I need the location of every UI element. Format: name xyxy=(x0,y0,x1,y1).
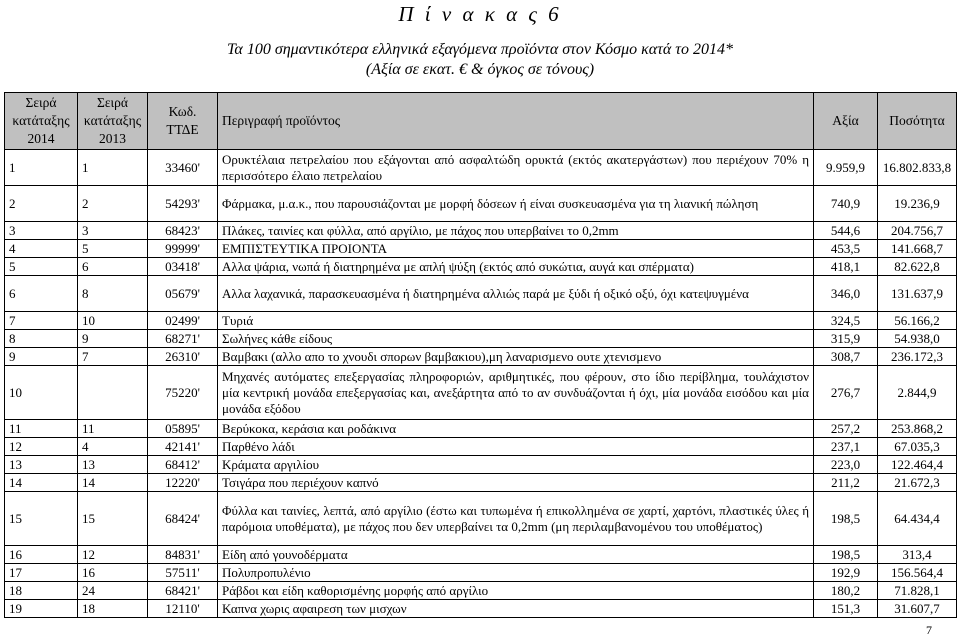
cell-quantity: 313,4 xyxy=(878,546,957,564)
cell-quantity: 16.802.833,8 xyxy=(878,150,957,186)
table-row xyxy=(5,366,957,420)
cell-rank-2013: 15 xyxy=(78,492,148,546)
table-row xyxy=(5,186,957,222)
cell-code: 33460' xyxy=(148,150,218,186)
cell-rank-2013: 12 xyxy=(78,546,148,564)
table-row xyxy=(5,276,957,312)
cell-rank-2014: 12 xyxy=(5,438,78,456)
cell-description: Ορυκτέλαια πετρελαίου που εξάγονται από ασφαλτώδη ορυκτά (εκτός ακατεργάστων) που περιέχουν 70% η περισσότερο έλαιο πετρελαίου xyxy=(218,150,814,186)
cell-quantity: 71.828,1 xyxy=(878,582,957,600)
cell-rank-2014: 4 xyxy=(5,240,78,258)
table-title: Π ί ν α κ α ς 6 xyxy=(398,2,562,26)
cell-rank-2013: 5 xyxy=(78,240,148,258)
cell-code: 12110' xyxy=(148,600,218,618)
cell-description: Βαμβακι (αλλο απο το χνουδι σπορων βαμβακιου),μη λαναρισμενο ουτε χτενισμενο xyxy=(218,348,814,366)
cell-rank-2014: 13 xyxy=(5,456,78,474)
cell-rank-2014: 17 xyxy=(5,564,78,582)
cell-value: 223,0 xyxy=(814,456,878,474)
cell-quantity: 19.236,9 xyxy=(878,186,957,222)
cell-rank-2014: 9 xyxy=(5,348,78,366)
table-header-row xyxy=(5,93,957,150)
table-row xyxy=(5,240,957,258)
cell-rank-2013: 8 xyxy=(78,276,148,312)
cell-value: 315,9 xyxy=(814,330,878,348)
cell-rank-2014: 14 xyxy=(5,474,78,492)
cell-description: Φάρμακα, μ.α.κ., που παρουσιάζονται με μορφή δόσεων ή είναι συσκευασμένα για τη λιανική πώληση xyxy=(218,186,814,222)
cell-rank-2014: 2 xyxy=(5,186,78,222)
cell-value: 151,3 xyxy=(814,600,878,618)
cell-quantity: 67.035,3 xyxy=(878,438,957,456)
cell-description: Αλλα λαχανικά, παρασκευασμένα ή διατηρημένα αλλιώς παρά με ξύδι ή οξικό οξύ, όχι κατεψυγμένα xyxy=(218,276,814,312)
cell-quantity: 131.637,9 xyxy=(878,276,957,312)
header-value: Αξία xyxy=(814,93,878,150)
cell-quantity: 236.172,3 xyxy=(878,348,957,366)
cell-quantity: 56.166,2 xyxy=(878,312,957,330)
cell-rank-2014: 15 xyxy=(5,492,78,546)
cell-description: Ράβδοι και είδη καθορισμένης μορφής από αργίλιο xyxy=(218,582,814,600)
cell-rank-2014: 3 xyxy=(5,222,78,240)
cell-code: 05895' xyxy=(148,420,218,438)
cell-code: 57511' xyxy=(148,564,218,582)
table-row xyxy=(5,600,957,618)
cell-value: 180,2 xyxy=(814,582,878,600)
table-row xyxy=(5,312,957,330)
cell-rank-2014: 19 xyxy=(5,600,78,618)
cell-quantity: 253.868,2 xyxy=(878,420,957,438)
table-row xyxy=(5,348,957,366)
cell-rank-2013: 9 xyxy=(78,330,148,348)
cell-value: 237,1 xyxy=(814,438,878,456)
cell-rank-2013: 14 xyxy=(78,474,148,492)
table-row xyxy=(5,420,957,438)
cell-value: 211,2 xyxy=(814,474,878,492)
table-row xyxy=(5,222,957,240)
cell-code: 03418' xyxy=(148,258,218,276)
cell-value: 198,5 xyxy=(814,492,878,546)
cell-description: Βερύκοκα, κεράσια και ροδάκινα xyxy=(218,420,814,438)
table-subtitle xyxy=(0,40,960,80)
table-body xyxy=(5,150,957,618)
cell-rank-2014: 10 xyxy=(5,366,78,420)
cell-value: 346,0 xyxy=(814,276,878,312)
table-row xyxy=(5,582,957,600)
cell-quantity: 156.564,4 xyxy=(878,564,957,582)
table-row xyxy=(5,492,957,546)
table-row xyxy=(5,258,957,276)
cell-value: 192,9 xyxy=(814,564,878,582)
header-code: Κωδ. ΤΤΔΕ xyxy=(148,93,218,150)
table-row xyxy=(5,474,957,492)
cell-rank-2013: 7 xyxy=(78,348,148,366)
cell-description: ΕΜΠΙΣΤΕΥΤΙΚΑ ΠΡΟΙΟΝΤΑ xyxy=(218,240,814,258)
cell-rank-2013: 6 xyxy=(78,258,148,276)
cell-code: 99999' xyxy=(148,240,218,258)
cell-value: 544,6 xyxy=(814,222,878,240)
header-rank-2014: Σειρά κατάταξης 2014 xyxy=(5,93,78,150)
cell-rank-2014: 6 xyxy=(5,276,78,312)
cell-quantity: 122.464,4 xyxy=(878,456,957,474)
cell-description: Πολυπροπυλένιο xyxy=(218,564,814,582)
cell-value: 276,7 xyxy=(814,366,878,420)
cell-code: 54293' xyxy=(148,186,218,222)
cell-value: 308,7 xyxy=(814,348,878,366)
cell-value: 324,5 xyxy=(814,312,878,330)
cell-rank-2014: 7 xyxy=(5,312,78,330)
cell-value: 453,5 xyxy=(814,240,878,258)
cell-description: Τσιγάρα που περιέχουν καπνό xyxy=(218,474,814,492)
cell-code: 05679' xyxy=(148,276,218,312)
cell-code: 84831' xyxy=(148,546,218,564)
cell-code: 75220' xyxy=(148,366,218,420)
page-number: 7 xyxy=(926,623,932,637)
cell-quantity: 21.672,3 xyxy=(878,474,957,492)
cell-code: 42141' xyxy=(148,438,218,456)
cell-value: 740,9 xyxy=(814,186,878,222)
cell-description: Φύλλα και ταινίες, λεπτά, από αργίλιο (έστω και τυπωμένα ή επικολλημένα σε χαρτί, χαρτόνι, πλαστικές ύλες ή παρόμοια υποθέματα), με πάχος που δεν υπερβαίνει τα 0,2mm (μη περιλαμβανομένου του υποθέματος) xyxy=(218,492,814,546)
cell-rank-2013: 2 xyxy=(78,186,148,222)
header-rank-2013: Σειρά κατάταξης 2013 xyxy=(78,93,148,150)
cell-quantity: 31.607,7 xyxy=(878,600,957,618)
cell-quantity: 2.844,9 xyxy=(878,366,957,420)
cell-rank-2013: 4 xyxy=(78,438,148,456)
cell-code: 02499' xyxy=(148,312,218,330)
cell-value: 418,1 xyxy=(814,258,878,276)
cell-rank-2013: 16 xyxy=(78,564,148,582)
cell-rank-2013: 13 xyxy=(78,456,148,474)
cell-description: Αλλα ψάρια, νωπά ή διατηρημένα με απλή ψύξη (εκτός από συκώτια, αυγά και σπέρματα) xyxy=(218,258,814,276)
cell-rank-2013: 11 xyxy=(78,420,148,438)
cell-quantity: 141.668,7 xyxy=(878,240,957,258)
cell-rank-2014: 5 xyxy=(5,258,78,276)
exports-table xyxy=(4,92,957,618)
table-row xyxy=(5,330,957,348)
cell-description: Σωλήνες κάθε είδους xyxy=(218,330,814,348)
cell-code: 12220' xyxy=(148,474,218,492)
cell-rank-2013: 10 xyxy=(78,312,148,330)
subtitle-line-2: (Αξία σε εκατ. € & όγκος σε τόνους) xyxy=(365,61,595,78)
cell-description: Είδη από γουνοδέρματα xyxy=(218,546,814,564)
table-row xyxy=(5,438,957,456)
cell-rank-2014: 16 xyxy=(5,546,78,564)
cell-code: 68271' xyxy=(148,330,218,348)
cell-rank-2013: 3 xyxy=(78,222,148,240)
header-quantity: Ποσότητα xyxy=(878,93,957,150)
cell-code: 68424' xyxy=(148,492,218,546)
table-row xyxy=(5,564,957,582)
cell-quantity: 204.756,7 xyxy=(878,222,957,240)
cell-rank-2014: 11 xyxy=(5,420,78,438)
cell-value: 198,5 xyxy=(814,546,878,564)
cell-rank-2013: 24 xyxy=(78,582,148,600)
table-row xyxy=(5,456,957,474)
cell-rank-2013: 1 xyxy=(78,150,148,186)
cell-description: Τυριά xyxy=(218,312,814,330)
cell-description: Κράματα αργιλίου xyxy=(218,456,814,474)
cell-rank-2014: 8 xyxy=(5,330,78,348)
cell-quantity: 54.938,0 xyxy=(878,330,957,348)
cell-rank-2014: 18 xyxy=(5,582,78,600)
cell-value: 257,2 xyxy=(814,420,878,438)
subtitle-line-1: Τα 100 σημαντικότερα ελληνικά εξαγόμενα προϊόντα στον Κόσμο κατά το 2014* xyxy=(226,41,734,58)
cell-quantity: 82.622,8 xyxy=(878,258,957,276)
cell-rank-2013 xyxy=(78,366,148,420)
cell-quantity: 64.434,4 xyxy=(878,492,957,546)
cell-rank-2013: 18 xyxy=(78,600,148,618)
cell-description: Μηχανές αυτόματες επεξεργασίας πληροφοριών, αριθμητικές, που φέρουν, στο ίδιο περίβλημα, τουλάχιστον μία κεντρική μονάδα επεξεργασίας και, ανεξάρτητα από το αν συνδυάζονται ή όχι, μία μονάδα εισόδου και μία μονάδα εξόδου xyxy=(218,366,814,420)
cell-rank-2014: 1 xyxy=(5,150,78,186)
cell-code: 68423' xyxy=(148,222,218,240)
table-row xyxy=(5,150,957,186)
table-row xyxy=(5,546,957,564)
cell-description: Καπνα χωρις αφαιρεση των μισχων xyxy=(218,600,814,618)
header-description: Περιγραφή προϊόντος xyxy=(218,93,814,150)
cell-description: Παρθένο λάδι xyxy=(218,438,814,456)
cell-code: 26310' xyxy=(148,348,218,366)
cell-value: 9.959,9 xyxy=(814,150,878,186)
cell-code: 68421' xyxy=(148,582,218,600)
cell-description: Πλάκες, ταινίες και φύλλα, από αργίλιο, με πάχος που υπερβαίνει το 0,2mm xyxy=(218,222,814,240)
cell-code: 68412' xyxy=(148,456,218,474)
